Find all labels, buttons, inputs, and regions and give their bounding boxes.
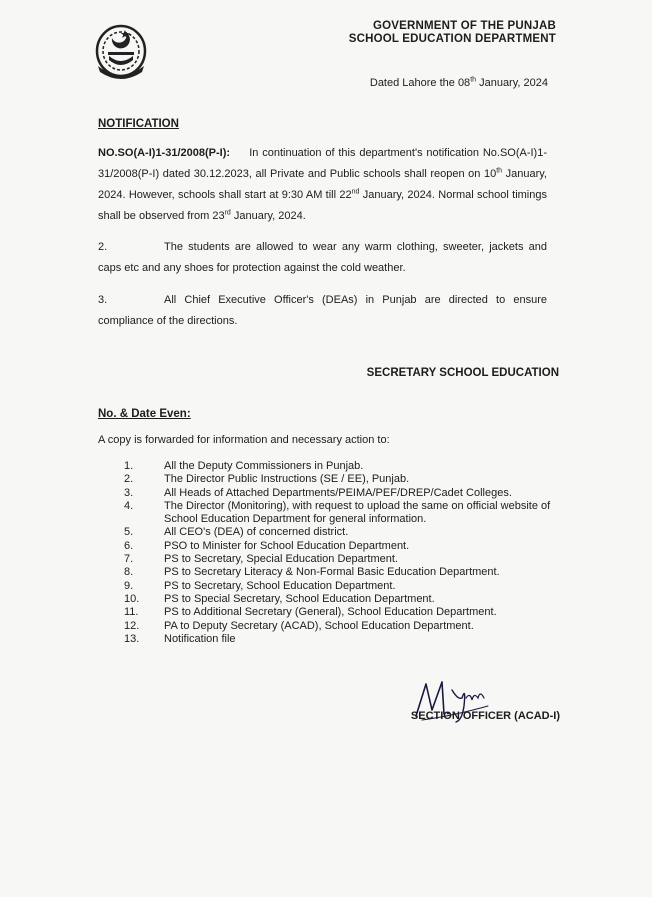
dated-line: Dated Lahore the 08th January, 2024 <box>369 76 548 89</box>
list-item-number: 2. <box>124 473 134 486</box>
list-item-number: 11. <box>124 606 139 619</box>
secretary-signatory: SECRETARY SCHOOL EDUCATION <box>366 367 559 379</box>
list-item-number: 13. <box>124 632 140 645</box>
list-item-number: 8. <box>124 566 134 579</box>
list-item-text: PS to Special Secretary, School Education Department. <box>164 592 435 605</box>
list-item-number: 9. <box>124 579 134 592</box>
list-item-text: PS to Secretary Literacy & Non-Formal Basic Education Department. <box>164 566 500 579</box>
list-item-text: The Director (Monitoring), with request to upload the same on official website of School Education Department for general information. <box>164 499 551 526</box>
list-item <box>116 566 556 579</box>
list-item <box>116 606 556 619</box>
paragraph-2: 2. The students are allowed to wear any warm clothing, sweeter, jackets and caps etc and any shoes for protection against the cold weather. <box>98 237 547 279</box>
list-item-text: All the Deputy Commissioners in Punjab. <box>164 460 364 472</box>
department-title: SCHOOL EDUCATION DEPARTMENT <box>348 33 556 45</box>
list-item <box>116 460 556 473</box>
list-item <box>116 580 556 593</box>
section-officer-signatory: SECTION OFFICER (ACAD-I) <box>410 710 560 722</box>
list-item-number: 4. <box>124 499 134 512</box>
list-item <box>116 553 556 566</box>
copy-heading: No. & Date Even: <box>98 408 191 420</box>
list-item <box>116 500 556 527</box>
list-item-text: PS to Secretary, School Education Department. <box>164 579 396 592</box>
list-item <box>116 593 556 606</box>
copy-intro: A copy is forwarded for information and necessary action to: <box>98 434 390 446</box>
notification-heading: NOTIFICATION <box>98 118 179 130</box>
paragraph-number: 3. <box>98 294 108 306</box>
list-item-text: All CEO's (DEA) of concerned district. <box>164 526 349 539</box>
punjab-emblem-icon <box>92 22 150 82</box>
list-item <box>116 633 556 646</box>
paragraph-number: 2. <box>98 241 108 253</box>
list-item <box>116 620 556 633</box>
list-item <box>116 526 556 539</box>
list-item-text: PA to Deputy Secretary (ACAD), School Education Department. <box>164 619 474 632</box>
paragraph-3: 3. All Chief Executive Officer's (DEAs) in Punjab are directed to ensure compliance of the directions. <box>98 290 547 332</box>
paragraph-1: NO.SO(A-I)1-31/2008(P-I): In continuation of this department's notification No.SO(A-I)1-31/2008(P-I) dated 30.12.2023, all Private and Public schools shall reopen on 10th January, 2024. However, schools shall start at 9:30 AM till 22nd January, 2024. Normal school timings shall be observed from 23rd January, 2024. <box>98 147 547 222</box>
government-title: GOVERNMENT OF THE PUNJAB <box>372 20 556 32</box>
list-item-number: 5. <box>124 526 134 539</box>
list-item-number: 6. <box>124 539 134 552</box>
list-item-number: 3. <box>124 486 134 499</box>
list-item-text: The Director Public Instructions (SE / EE), Punjab. <box>164 473 410 486</box>
list-item <box>116 540 556 553</box>
list-item-text: Notification file <box>164 632 236 645</box>
list-item-text: All Heads of Attached Departments/PEIMA/PEF/DREP/Cadet Colleges. <box>164 486 512 499</box>
list-item <box>116 473 556 486</box>
reference-number: NO.SO(A-I)1-31/2008(P-I): <box>98 147 231 159</box>
list-item-number: 7. <box>124 553 134 566</box>
list-item-number: 10. <box>124 592 140 605</box>
recipient-list <box>116 460 556 646</box>
list-item-number: 1. <box>124 460 134 472</box>
list-item-text: PS to Additional Secretary (General), School Education Department. <box>164 606 497 619</box>
list-item-number: 12. <box>124 619 140 632</box>
list-item-text: PS to Secretary, Special Education Department. <box>164 553 398 566</box>
list-item <box>116 487 556 500</box>
list-item-text: PSO to Minister for School Education Department. <box>164 539 410 552</box>
